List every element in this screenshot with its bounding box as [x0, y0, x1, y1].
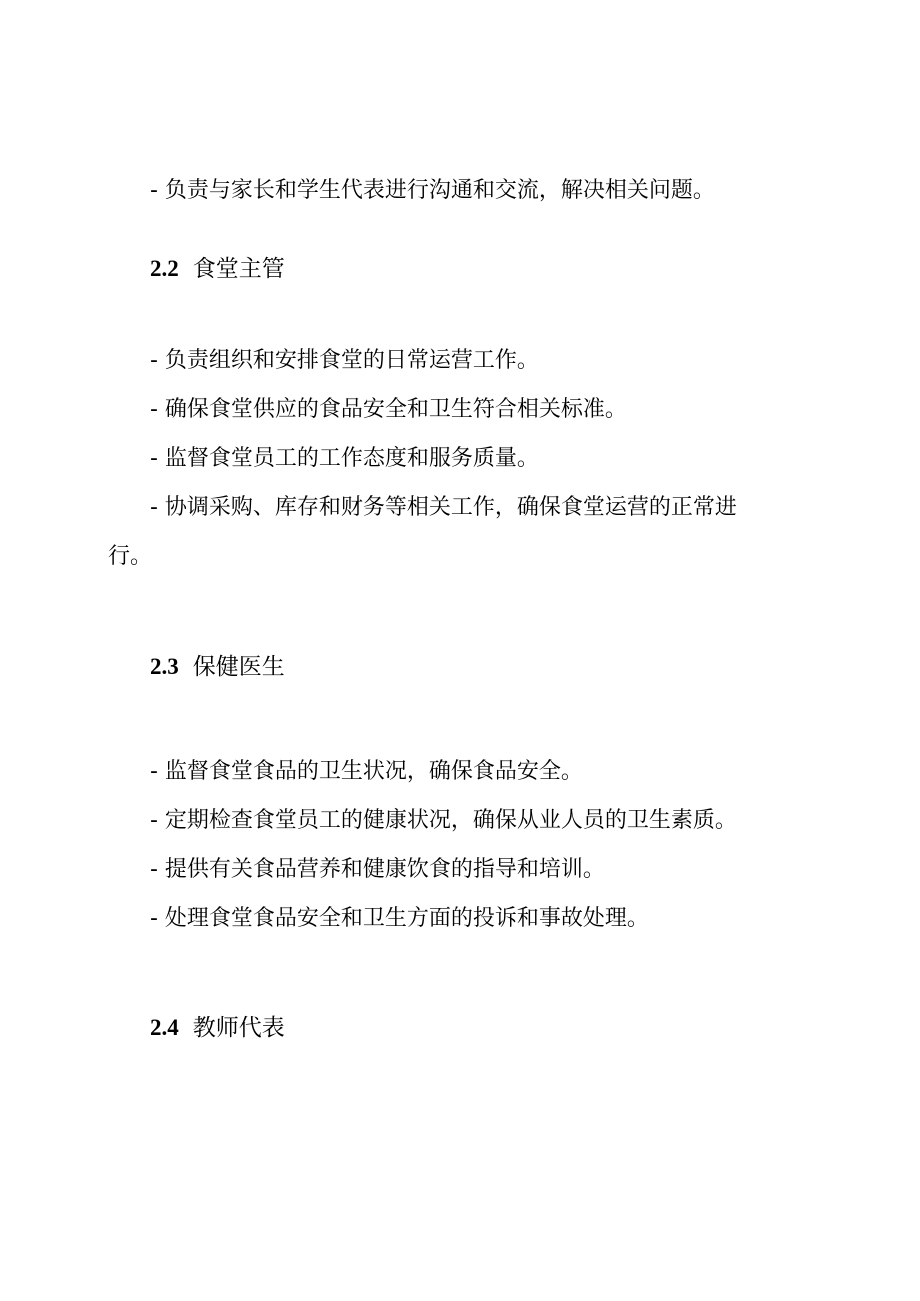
- list-item: - 负责组织和安排食堂的日常运营工作。: [150, 348, 539, 373]
- list-item: - 协调采购、库存和财务等相关工作，确保食堂运营的正常进: [150, 495, 737, 520]
- section-title: 食堂主管: [192, 256, 285, 282]
- list-item: - 监督食堂食品的卫生状况，确保食品安全。: [150, 759, 583, 784]
- section-number: 2.2: [150, 256, 179, 281]
- list-item: - 提供有关食品营养和健康饮食的指导和培训。: [150, 857, 605, 882]
- section-heading: [150, 652, 285, 682]
- list-item: - 监督食堂员工的工作态度和服务质量。: [150, 446, 539, 471]
- section-number: 2.4: [150, 1015, 179, 1040]
- list-item: - 确保食堂供应的食品安全和卫生符合相关标准。: [150, 397, 627, 422]
- section-title: 教师代表: [192, 1015, 285, 1041]
- list-item: - 处理食堂食品安全和卫生方面的投诉和事故处理。: [150, 906, 649, 931]
- list-item-continuation: 行。: [108, 544, 153, 569]
- section-heading: [150, 1013, 285, 1043]
- list-item: - 定期检查食堂员工的健康状况，确保从业人员的卫生素质。: [150, 808, 737, 833]
- section-heading: [150, 254, 285, 284]
- list-item: - 负责与家长和学生代表进行沟通和交流，解决相关问题。: [150, 178, 715, 203]
- section-number: 2.3: [150, 654, 179, 679]
- section-title: 保健医生: [192, 654, 285, 680]
